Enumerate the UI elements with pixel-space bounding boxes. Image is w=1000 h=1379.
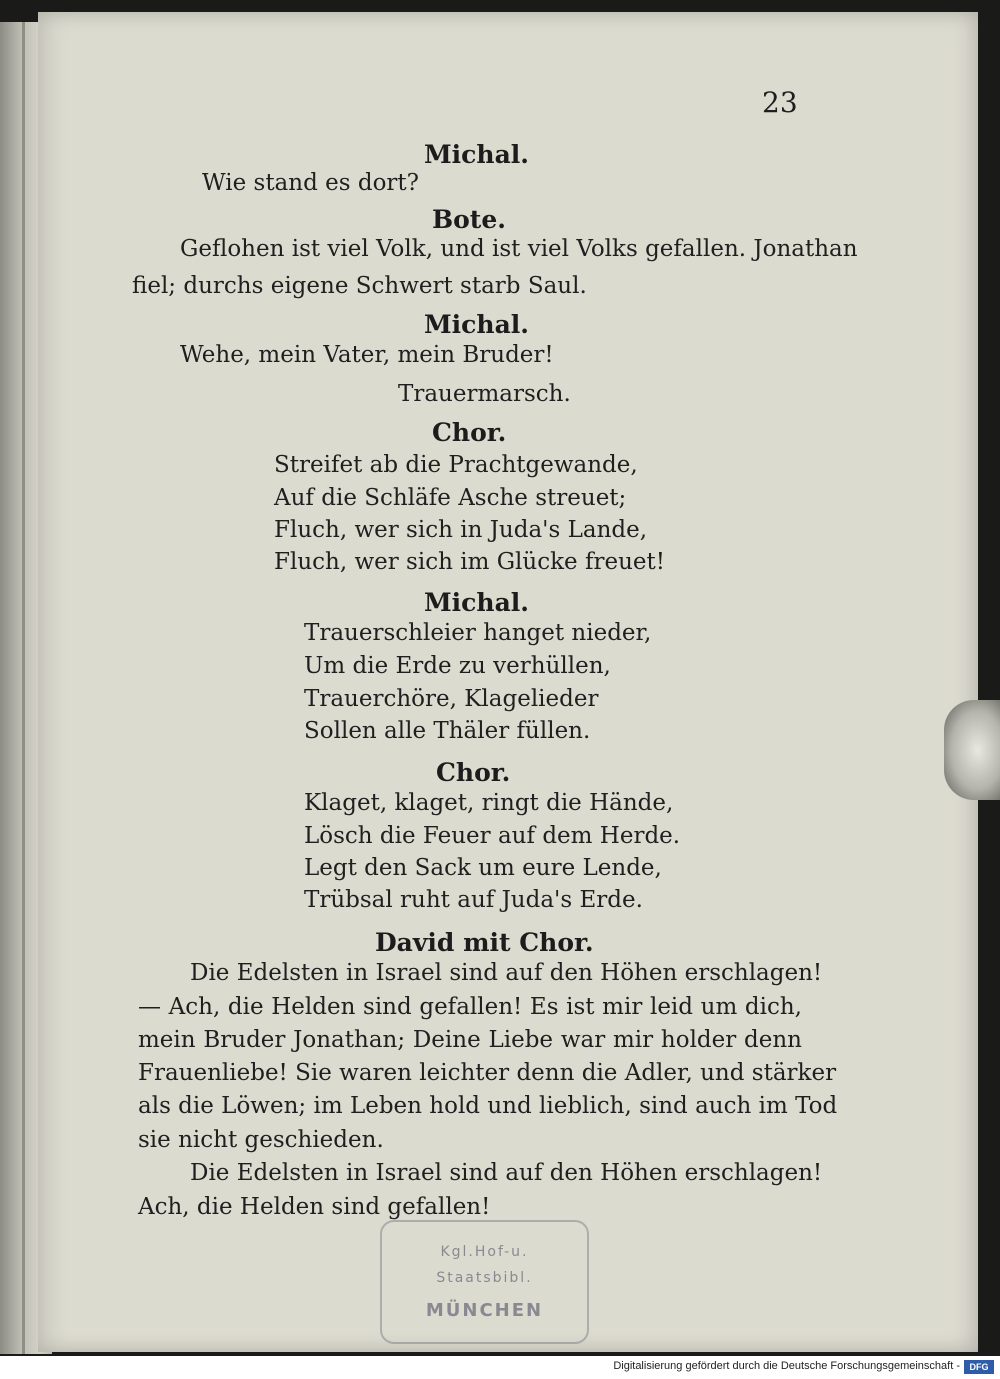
- speaker-david-mit-chor: David mit Chor.: [375, 928, 594, 957]
- text-line: als die Löwen; im Leben hold und lieblich, sind auch im Tod: [138, 1093, 838, 1119]
- dfg-logo: DFG: [964, 1360, 994, 1374]
- text-line: Die Edelsten in Israel sind auf den Höhen erschlagen!: [190, 1160, 823, 1186]
- text-line: Geflohen ist viel Volk, und ist viel Volks gefallen. Jonathan: [180, 236, 858, 262]
- verse-line: Fluch, wer sich in Juda's Lande,: [274, 517, 648, 543]
- speaker-michal: Michal.: [424, 310, 529, 339]
- text-line: Die Edelsten in Israel sind auf den Höhen erschlagen!: [190, 960, 823, 986]
- text-line: Ach, die Helden sind gefallen!: [138, 1194, 491, 1220]
- verse-line: Klaget, klaget, ringt die Hände,: [304, 790, 674, 816]
- stamp-line: Staatsbibl.: [436, 1270, 533, 1286]
- page-clip: [944, 700, 1000, 800]
- stage-direction: Trauermarsch.: [398, 381, 571, 407]
- speaker-chor: Chor.: [436, 758, 511, 787]
- verse-line: Legt den Sack um eure Lende,: [304, 855, 662, 881]
- verse-line: Fluch, wer sich im Glücke freuet!: [274, 549, 665, 575]
- verse-line: Trauerschleier hanget nieder,: [304, 620, 652, 646]
- verse-line: Sollen alle Thäler füllen.: [304, 718, 591, 744]
- page-number: 23: [762, 86, 798, 119]
- text-line: Frauenliebe! Sie waren leichter denn die Adler, und stärker: [138, 1060, 837, 1086]
- text-line: fiel; durchs eigene Schwert starb Saul.: [132, 273, 587, 299]
- verse-line: Streifet ab die Prachtgewande,: [274, 452, 638, 478]
- speaker-bote: Bote.: [432, 205, 506, 234]
- verse-line: Trauerchöre, Klagelieder: [304, 686, 599, 712]
- verse-line: Lösch die Feuer auf dem Herde.: [304, 823, 681, 849]
- library-stamp: [380, 1220, 589, 1344]
- verse-line: Auf die Schläfe Asche streuet;: [274, 485, 627, 511]
- verse-line: Um die Erde zu verhüllen,: [304, 653, 611, 679]
- stamp-line: MÜNCHEN: [425, 1300, 544, 1321]
- footer-credit: Digitalisierung gefördert durch die Deutsche Forschungsgemeinschaft -: [613, 1360, 960, 1372]
- footer-bar: [0, 1356, 1000, 1379]
- text-line: Wie stand es dort?: [202, 170, 419, 196]
- text-line: Wehe, mein Vater, mein Bruder!: [180, 342, 554, 368]
- verse-line: Trübsal ruht auf Juda's Erde.: [304, 887, 643, 913]
- stamp-line: Kgl.Hof-u.: [440, 1244, 529, 1260]
- text-line: mein Bruder Jonathan; Deine Liebe war mir holder denn: [138, 1027, 802, 1053]
- text-line: — Ach, die Helden sind gefallen! Es ist mir leid um dich,: [138, 994, 802, 1020]
- speaker-michal: Michal.: [424, 140, 529, 169]
- text-line: sie nicht geschieden.: [138, 1127, 384, 1153]
- speaker-michal: Michal.: [424, 588, 529, 617]
- speaker-chor: Chor.: [432, 418, 507, 447]
